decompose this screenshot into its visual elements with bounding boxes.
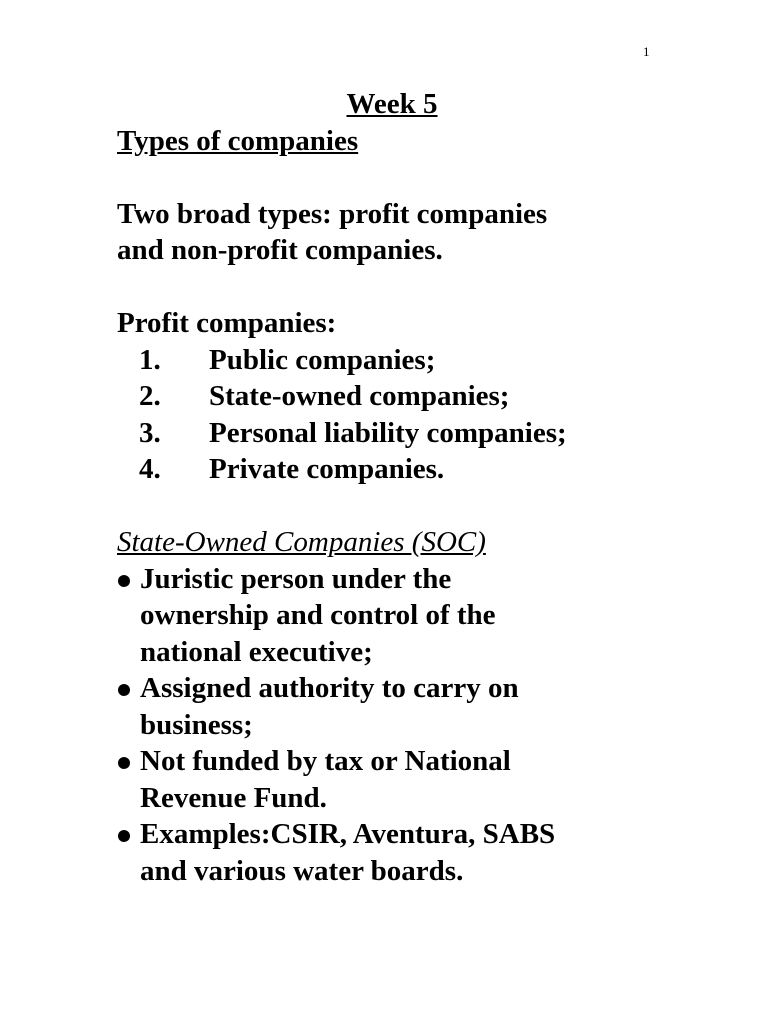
page-number: 1 <box>643 44 650 59</box>
list-number: 1. <box>139 343 161 376</box>
list-item <box>117 451 717 488</box>
bullet-line: national executive; <box>140 635 373 668</box>
page-content <box>117 86 717 889</box>
list-number: 3. <box>139 416 161 449</box>
list-text: Public companies; <box>209 343 436 376</box>
spacer <box>117 159 717 196</box>
bullet-line: ownership and control of the <box>140 599 496 631</box>
list-item <box>117 342 717 379</box>
page-title: Week 5 <box>346 88 438 120</box>
profit-companies-list <box>117 342 717 488</box>
bullet-icon <box>118 684 130 696</box>
profit-companies-heading: Profit companies: <box>117 307 337 339</box>
list-text: Personal liability companies; <box>209 416 567 449</box>
bullet-icon <box>118 757 130 769</box>
bullet-item <box>117 743 717 816</box>
bullet-line: Juristic person under the <box>140 562 452 595</box>
bullet-icon <box>118 575 130 587</box>
bullet-item <box>117 816 717 889</box>
intro-line-1: Two broad types: profit companies <box>117 197 548 230</box>
bullet-icon <box>118 830 130 842</box>
soc-section-heading: State-Owned Companies (SOC) <box>117 526 486 558</box>
list-number: 2. <box>139 380 161 412</box>
bullet-line: Not funded by tax or National <box>140 745 511 777</box>
bullet-line: and various water boards. <box>140 854 464 887</box>
bullet-item <box>117 670 717 743</box>
list-item <box>117 415 717 452</box>
list-text: Private companies. <box>209 453 445 485</box>
spacer <box>117 488 717 525</box>
spacer <box>117 269 717 306</box>
soc-bullet-list <box>117 561 717 890</box>
bullet-line: business; <box>140 708 253 741</box>
list-number: 4. <box>139 453 161 485</box>
list-text: State-owned companies; <box>209 380 510 412</box>
bullet-line: Examples:CSIR, Aventura, SABS <box>140 818 556 850</box>
bullet-line: Assigned authority to carry on <box>140 672 519 704</box>
bullet-item <box>117 561 717 671</box>
bullet-line: Revenue Fund. <box>140 781 327 814</box>
section-heading-types: Types of companies <box>117 124 359 157</box>
intro-line-2: and non-profit companies. <box>117 234 443 266</box>
list-item <box>117 378 717 415</box>
